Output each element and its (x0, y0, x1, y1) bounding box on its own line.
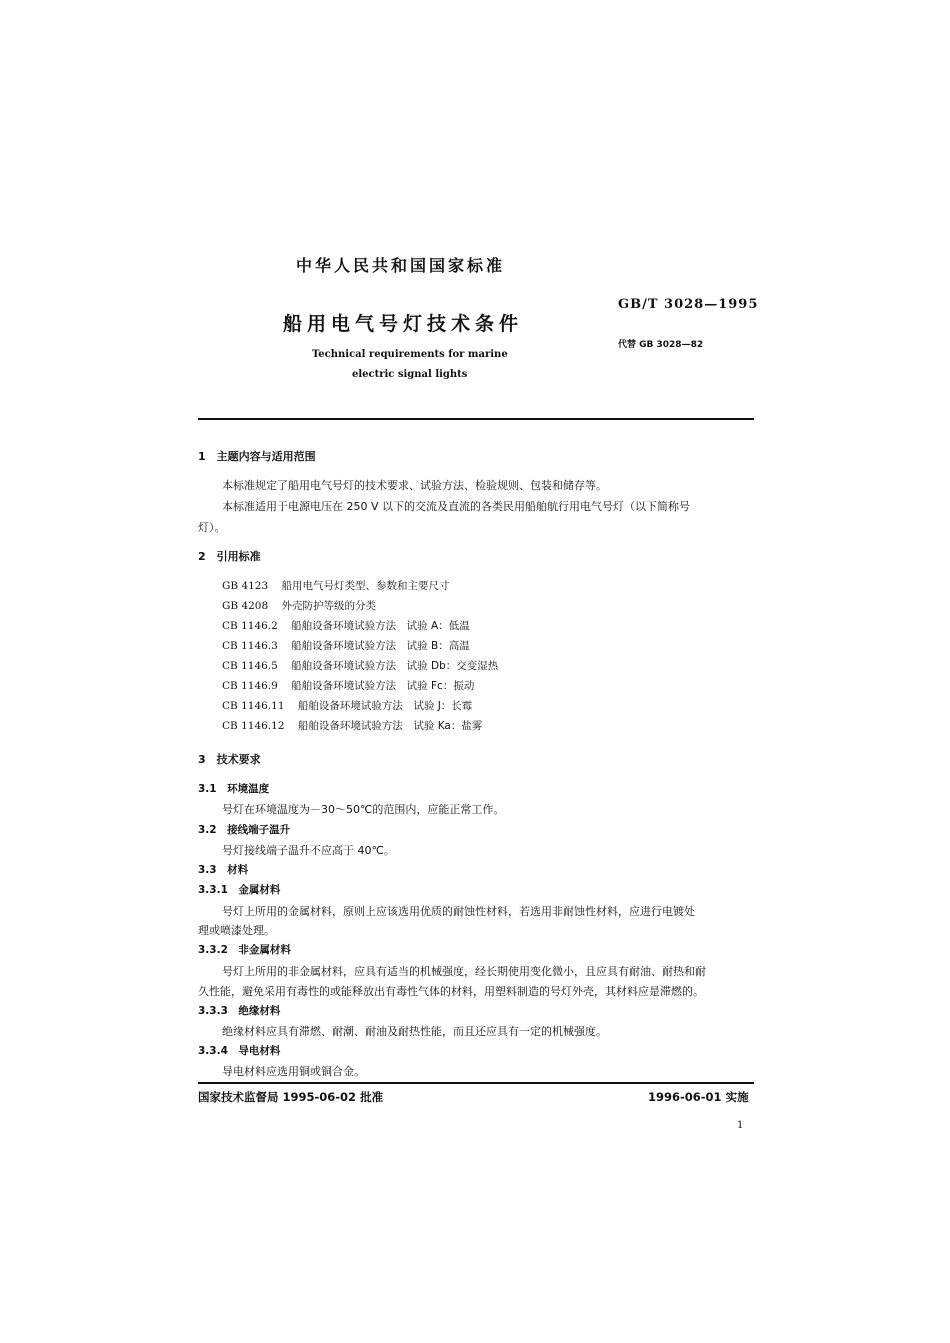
reference-title: 船舶设备环境试验方法 试验 A：低温 (291, 620, 470, 632)
section-3-3-3-heading: 3.3.3 绝缘材料 (198, 1005, 281, 1017)
section-3-1-text: 号灯在环境温度为－30～50℃的范围内，应能正常工作。 (222, 803, 505, 816)
reference-code: CB 1146.9 (222, 680, 278, 692)
section-3-2-heading: 3.2 接线端子温升 (198, 824, 291, 836)
replaces-standard: 代替 GB 3028—82 (618, 340, 704, 350)
reference-title: 船舶设备环境试验方法 试验 Db：交变湿热 (291, 660, 499, 672)
standard-number: GB/T 3028—1995 (618, 297, 759, 312)
reference-code: CB 1146.11 (222, 700, 285, 712)
section-3-1-heading: 3.1 环境温度 (198, 783, 270, 795)
section-3-3-4-heading: 3.3.4 导电材料 (198, 1045, 281, 1057)
section-3-3-2-heading: 3.3.2 非金属材料 (198, 944, 291, 956)
document-title-en-line1: Technical requirements for marine (312, 349, 508, 360)
section-1-para-1: 本标准规定了船用电气号灯的技术要求、试验方法、检验规则、包装和储存等。 (222, 479, 607, 492)
reference-title: 船用电气号灯类型、参数和主要尺寸 (281, 580, 450, 592)
document-title-en-line2: electric signal lights (352, 369, 468, 380)
standard-type-title: 中华人民共和国国家标准 (296, 256, 506, 275)
section-2-heading: 2 引用标准 (198, 550, 261, 563)
reference-code: CB 1146.12 (222, 720, 285, 732)
section-3-3-1-line-2: 理或喷漆处理。 (198, 924, 275, 937)
reference-item (222, 598, 376, 613)
document-title-cn: 船用电气号灯技术条件 (283, 313, 524, 335)
reference-title: 外壳防护等级的分类 (281, 600, 377, 612)
section-3-3-3-text: 绝缘材料应具有滞燃、耐潮、耐油及耐热性能，而且还应具有一定的机械强度。 (222, 1025, 607, 1038)
page-number: 1 (737, 1120, 744, 1131)
reference-code: GB 4123 (222, 580, 269, 592)
effective-date: 1996-06-01 实施 (648, 1090, 749, 1104)
reference-item (222, 638, 470, 653)
reference-title: 船舶设备环境试验方法 试验 B：高温 (291, 640, 470, 652)
footer-divider (198, 1082, 754, 1084)
reference-item (222, 678, 474, 693)
section-3-3-2-line-1: 号灯上所用的非金属材料，应具有适当的机械强度，经长期使用变化微小，且应具有耐油、耐热和耐 (222, 965, 706, 978)
section-3-2-text: 号灯接线端子温升不应高于 40℃。 (222, 844, 395, 857)
reference-title: 船舶设备环境试验方法 试验 Fc：振动 (291, 680, 475, 692)
section-3-3-heading: 3.3 材料 (198, 864, 249, 876)
reference-code: CB 1146.5 (222, 660, 278, 672)
reference-item (222, 578, 450, 593)
reference-item (222, 698, 472, 713)
header-divider (198, 418, 754, 420)
section-3-heading: 3 技术要求 (198, 753, 261, 766)
reference-item (222, 658, 498, 673)
reference-item (222, 718, 482, 733)
section-1-para-2-line-2: 灯）。 (198, 521, 226, 534)
reference-code: CB 1146.2 (222, 620, 278, 632)
section-3-3-4-text: 导电材料应选用铜或铜合金。 (222, 1065, 365, 1078)
approval-info: 国家技术监督局 1995-06-02 批准 (198, 1090, 384, 1104)
section-1-heading: 1 主题内容与适用范围 (198, 450, 316, 463)
reference-title: 船舶设备环境试验方法 试验 J：长霉 (297, 700, 473, 712)
section-3-3-2-line-2: 久性能，避免采用有毒性的或能释放出有毒性气体的材料，用塑料制造的号灯外壳，其材料应是滞燃的。 (198, 985, 704, 998)
reference-code: CB 1146.3 (222, 640, 278, 652)
reference-code: GB 4208 (222, 600, 269, 612)
section-1-para-2-line-1: 本标准适用于电源电压在 250 V 以下的交流及直流的各类民用船舶航行用电气号灯（以下简称号 (222, 500, 691, 513)
section-3-3-1-heading: 3.3.1 金属材料 (198, 884, 281, 896)
section-3-3-1-line-1: 号灯上所用的金属材料，原则上应该选用优质的耐蚀性材料，若选用非耐蚀性材料，应进行电镀处 (222, 905, 695, 918)
reference-item (222, 618, 470, 633)
reference-title: 船舶设备环境试验方法 试验 Ka：盐雾 (297, 720, 483, 732)
